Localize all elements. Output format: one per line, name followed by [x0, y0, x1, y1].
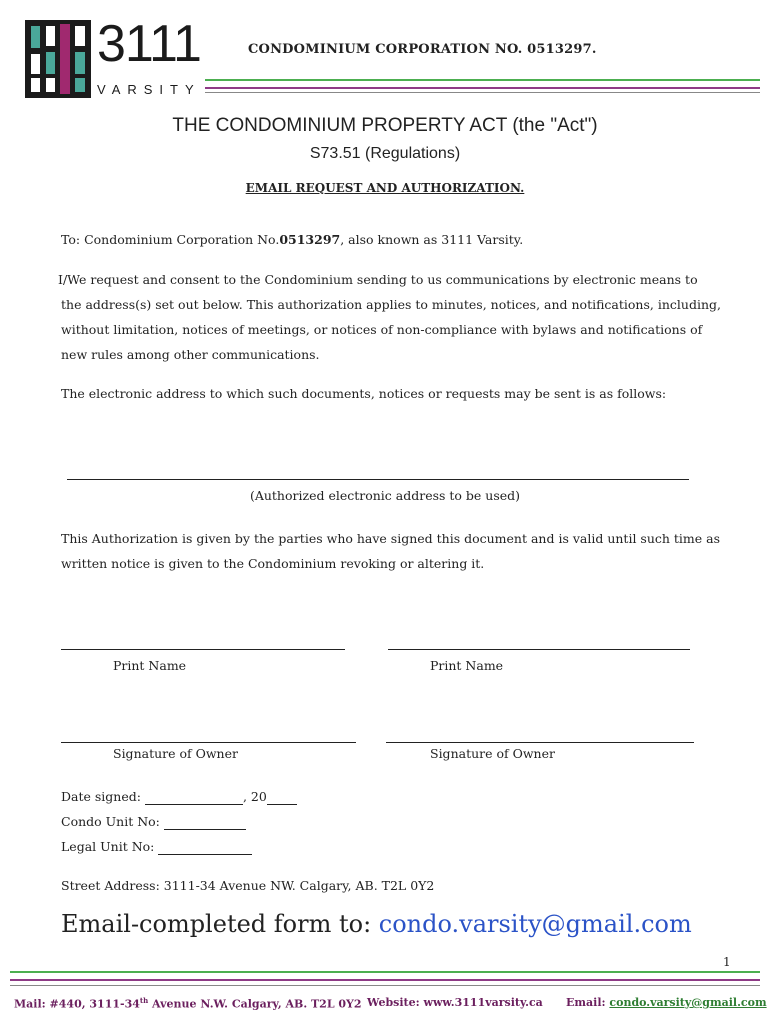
- corporation-number: 0513297: [279, 232, 341, 247]
- validity-paragraph: [61, 526, 741, 576]
- footer-stripe-purple: [10, 979, 760, 981]
- date-signed-label: Date signed:: [61, 789, 141, 804]
- date-signed-row: [61, 789, 297, 805]
- print-name-label-right: Print Name: [430, 658, 504, 673]
- footer-website[interactable]: Website: www.3111varsity.ca: [367, 996, 543, 1009]
- street-address: Street Address: 3111-34 Avenue NW. Calgary, AB. T2L 0Y2: [61, 878, 435, 893]
- footer-mail-a: Mail: #440, 3111-34: [14, 997, 140, 1011]
- address-intro: The electronic address to which such documents, notices or requests may be sent is as follows:: [61, 386, 667, 401]
- email-cta-prefix: Email-completed form to:: [61, 910, 379, 938]
- date-year-prefix: , 20: [242, 789, 267, 804]
- consent-line: new rules among other communications.: [61, 347, 320, 362]
- footer-mail-sup: th: [139, 996, 149, 1005]
- footer-email: [566, 996, 767, 1009]
- page-number: 1: [723, 955, 731, 969]
- corporation-header: CONDOMINIUM CORPORATION NO. 0513297.: [248, 42, 597, 57]
- address-caption: (Authorized electronic address to be used): [249, 488, 521, 503]
- to-suffix: , also known as 3111 Varsity.: [340, 232, 524, 247]
- validity-line: This Authorization is given by the parties who have signed this document and is valid until such time as: [61, 531, 721, 546]
- header-stripe-purple: [205, 87, 760, 89]
- logo-subtitle: VARSITY: [97, 82, 201, 97]
- consent-paragraph: [58, 267, 738, 367]
- condo-unit-field[interactable]: [164, 814, 246, 830]
- legal-unit-label: Legal Unit No:: [61, 839, 155, 854]
- signature-field-right[interactable]: [386, 742, 694, 743]
- footer-mail: [14, 996, 362, 1011]
- logo-mark-icon: [25, 20, 91, 98]
- validity-line: written notice is given to the Condominium revoking or altering it.: [61, 556, 485, 571]
- signature-label-left: Signature of Owner: [113, 746, 238, 761]
- regulation-title: S73.51 (Regulations): [309, 145, 461, 162]
- footer-stripe-gray: [10, 985, 760, 986]
- footer-email-label: Email:: [566, 996, 610, 1009]
- header-stripe-green: [205, 79, 760, 81]
- logo: [25, 15, 201, 100]
- legal-unit-row: [61, 839, 252, 855]
- print-name-label-left: Print Name: [113, 658, 187, 673]
- to-prefix: To: Condominium Corporation No.: [61, 232, 280, 247]
- email-address-field[interactable]: [67, 479, 689, 480]
- logo-number: 3111: [97, 15, 201, 73]
- print-name-field-left[interactable]: [61, 649, 345, 650]
- condo-unit-label: Condo Unit No:: [61, 814, 160, 829]
- footer-stripe-green: [10, 971, 760, 973]
- request-title: EMAIL REQUEST AND AUTHORIZATION.: [245, 181, 525, 195]
- to-line: [61, 227, 741, 252]
- signature-label-right: Signature of Owner: [430, 746, 555, 761]
- consent-line: without limitation, notices of meetings, or notices of non-compliance with bylaws and notifications of: [61, 322, 703, 337]
- footer-mail-b: Avenue N.W. Calgary, AB. T2L 0Y2: [148, 997, 362, 1011]
- footer-email-link[interactable]: condo.varsity@gmail.com: [609, 996, 767, 1009]
- legal-unit-field[interactable]: [158, 839, 252, 855]
- header-stripe-gray: [205, 92, 760, 93]
- consent-line: I/We request and consent to the Condominium sending to us communications by electronic means to: [58, 272, 698, 287]
- date-signed-field[interactable]: [145, 789, 243, 805]
- print-name-field-right[interactable]: [388, 649, 690, 650]
- condo-unit-row: [61, 814, 246, 830]
- consent-line: the address(s) set out below. This authorization applies to minutes, notices, and notifications, including,: [61, 297, 721, 312]
- signature-field-left[interactable]: [61, 742, 356, 743]
- email-cta: [61, 910, 692, 938]
- act-title: THE CONDOMINIUM PROPERTY ACT (the "Act"): [172, 115, 598, 136]
- email-cta-link[interactable]: condo.varsity@gmail.com: [378, 910, 692, 938]
- date-year-field[interactable]: [267, 789, 297, 805]
